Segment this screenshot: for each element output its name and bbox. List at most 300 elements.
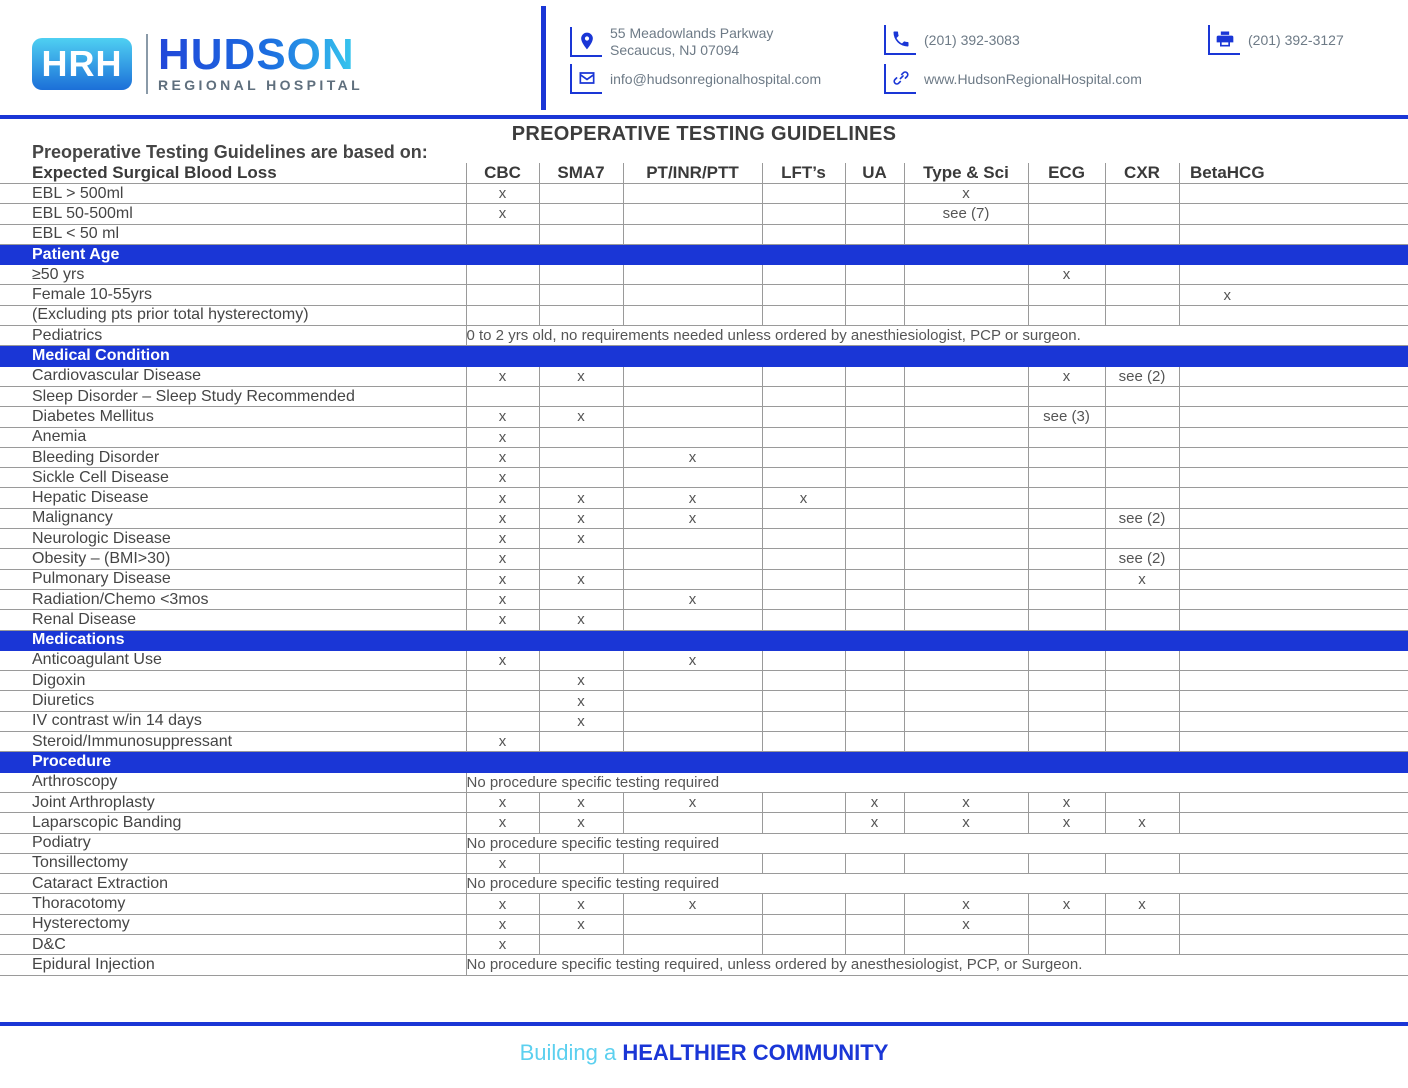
row-value xyxy=(623,305,762,325)
row-value: x xyxy=(623,447,762,467)
row-value: x xyxy=(466,792,539,812)
row-value xyxy=(1028,569,1105,589)
row-value xyxy=(466,691,539,711)
row-value xyxy=(1105,589,1179,609)
table-row xyxy=(0,569,1408,589)
row-value xyxy=(845,427,904,447)
section-bar-cell xyxy=(1275,630,1408,650)
table-row xyxy=(0,224,1408,244)
row-value: x xyxy=(466,184,539,204)
row-label: Neurologic Disease xyxy=(0,529,466,549)
row-value: x xyxy=(904,894,1028,914)
row-value: x xyxy=(1028,792,1105,812)
row-label: EBL < 50 ml xyxy=(0,224,466,244)
row-value: x xyxy=(466,853,539,873)
section-bar-cell xyxy=(466,752,539,772)
row-label: Steroid/Immunosuppressant xyxy=(0,732,466,752)
row-value xyxy=(845,184,904,204)
row-value: see (7) xyxy=(904,204,1028,224)
row-value xyxy=(1028,853,1105,873)
section-bar-cell xyxy=(904,752,1028,772)
row-value xyxy=(904,386,1028,406)
section-bar-cell xyxy=(904,346,1028,366)
row-value xyxy=(623,853,762,873)
row-value xyxy=(1105,711,1179,731)
table-row xyxy=(0,366,1408,386)
row-label: Hepatic Disease xyxy=(0,488,466,508)
row-value: x xyxy=(466,914,539,934)
row-value xyxy=(1105,265,1179,285)
row-value xyxy=(1028,610,1105,630)
row-value: x xyxy=(1105,894,1179,914)
row-value xyxy=(1105,184,1179,204)
row-value xyxy=(1028,204,1105,224)
row-value: x xyxy=(904,914,1028,934)
section-bar-cell xyxy=(1105,752,1179,772)
row-value: x xyxy=(1028,894,1105,914)
row-value: x xyxy=(466,589,539,609)
row-value: x xyxy=(466,569,539,589)
section-bar-cell xyxy=(539,244,623,264)
row-value xyxy=(762,549,845,569)
table-row xyxy=(0,792,1408,812)
row-value xyxy=(466,711,539,731)
row-value xyxy=(1179,732,1275,752)
row-value xyxy=(623,468,762,488)
section-bar-cell xyxy=(1179,244,1275,264)
row-label: Pediatrics xyxy=(0,326,466,346)
row-value xyxy=(623,610,762,630)
row-value: x xyxy=(539,711,623,731)
address-block xyxy=(570,25,773,59)
phone-number[interactable]: (201) 392-3083 xyxy=(924,32,1020,48)
table-row xyxy=(0,772,1408,792)
row-value xyxy=(1179,853,1275,873)
section-bar-cell xyxy=(1179,752,1275,772)
row-value xyxy=(845,894,904,914)
section-bar-cell xyxy=(1028,244,1105,264)
column-spacer xyxy=(1275,792,1408,812)
row-value xyxy=(1028,711,1105,731)
row-value xyxy=(1179,610,1275,630)
row-value xyxy=(904,305,1028,325)
row-value: see (2) xyxy=(1105,549,1179,569)
table-row xyxy=(0,732,1408,752)
column-header: UA xyxy=(845,163,904,184)
footer-tagline xyxy=(0,1040,1408,1066)
section-bar-medications xyxy=(0,630,1408,650)
table-row xyxy=(0,184,1408,204)
row-value xyxy=(904,265,1028,285)
row-value xyxy=(539,468,623,488)
row-value xyxy=(539,427,623,447)
column-spacer xyxy=(1275,934,1408,954)
row-label: Podiatry xyxy=(0,833,466,853)
row-note: No procedure specific testing required, unless ordered by anesthesiologist, PCP, or Surgeon. xyxy=(466,955,1275,975)
row-label: Thoracotomy xyxy=(0,894,466,914)
section-bar-cell xyxy=(845,346,904,366)
section-bar-cell xyxy=(623,346,762,366)
header-divider xyxy=(541,6,546,110)
section-bar-cell xyxy=(623,752,762,772)
section-bar-cell xyxy=(1275,346,1408,366)
link-icon xyxy=(884,64,916,94)
row-value: x xyxy=(845,813,904,833)
row-value: x xyxy=(466,610,539,630)
column-spacer xyxy=(1275,610,1408,630)
row-value xyxy=(845,488,904,508)
address-line-1: 55 Meadowlands Parkway xyxy=(610,25,774,41)
row-value xyxy=(1105,853,1179,873)
row-value xyxy=(762,184,845,204)
table-row xyxy=(0,508,1408,528)
column-header-row xyxy=(0,163,1408,184)
row-value xyxy=(1105,285,1179,305)
row-value xyxy=(762,265,845,285)
section-heading-blood_loss: Expected Surgical Blood Loss xyxy=(0,163,466,184)
row-value xyxy=(904,468,1028,488)
row-value xyxy=(762,204,845,224)
row-value xyxy=(762,407,845,427)
column-spacer xyxy=(1275,386,1408,406)
row-label: EBL > 500ml xyxy=(0,184,466,204)
row-value xyxy=(845,366,904,386)
table-row xyxy=(0,447,1408,467)
row-value xyxy=(845,934,904,954)
row-value: x xyxy=(623,650,762,670)
column-spacer xyxy=(1275,772,1408,792)
row-value xyxy=(1179,914,1275,934)
table-row xyxy=(0,813,1408,833)
logo-subtitle: REGIONAL HOSPITAL xyxy=(158,77,364,93)
row-value xyxy=(904,224,1028,244)
row-value xyxy=(1179,427,1275,447)
row-value xyxy=(904,549,1028,569)
row-value xyxy=(1028,671,1105,691)
row-value xyxy=(539,204,623,224)
section-bar-cell xyxy=(466,346,539,366)
row-value: x xyxy=(466,529,539,549)
row-value xyxy=(845,610,904,630)
section-bar-cell xyxy=(762,346,845,366)
section-bar-cell xyxy=(623,630,762,650)
table-row xyxy=(0,488,1408,508)
row-value: x xyxy=(466,934,539,954)
section-bar-cell xyxy=(1179,346,1275,366)
row-label: Joint Arthroplasty xyxy=(0,792,466,812)
row-value xyxy=(466,265,539,285)
row-value xyxy=(1105,792,1179,812)
row-label: ≥50 yrs xyxy=(0,265,466,285)
row-value xyxy=(1105,610,1179,630)
row-value xyxy=(623,569,762,589)
row-value xyxy=(904,569,1028,589)
row-value xyxy=(539,549,623,569)
row-value: x xyxy=(466,427,539,447)
row-label: (Excluding pts prior total hysterectomy) xyxy=(0,305,466,325)
row-label: Pulmonary Disease xyxy=(0,569,466,589)
row-value: x xyxy=(623,488,762,508)
row-value xyxy=(845,691,904,711)
table-row xyxy=(0,285,1408,305)
column-spacer xyxy=(1275,691,1408,711)
column-header: BetaHCG xyxy=(1179,163,1275,184)
row-value: x xyxy=(1028,265,1105,285)
row-value xyxy=(466,671,539,691)
row-value xyxy=(1105,427,1179,447)
row-note: No procedure specific testing required xyxy=(466,833,1275,853)
row-value xyxy=(1179,569,1275,589)
row-value xyxy=(1028,184,1105,204)
row-value xyxy=(1028,934,1105,954)
row-value xyxy=(845,853,904,873)
row-value xyxy=(845,569,904,589)
row-value xyxy=(1179,366,1275,386)
row-value: x xyxy=(539,671,623,691)
section-bar-age xyxy=(0,244,1408,264)
address-line-2: Secaucus, NJ 07094 xyxy=(610,42,740,58)
row-value: x xyxy=(1179,285,1275,305)
row-value: x xyxy=(466,488,539,508)
row-value xyxy=(1105,934,1179,954)
table-row xyxy=(0,934,1408,954)
row-value: x xyxy=(539,813,623,833)
section-bar-cell xyxy=(762,630,845,650)
row-value xyxy=(904,407,1028,427)
row-value xyxy=(623,691,762,711)
row-value: x xyxy=(1028,366,1105,386)
row-value xyxy=(904,650,1028,670)
row-value xyxy=(1179,711,1275,731)
row-value xyxy=(1028,732,1105,752)
row-value: x xyxy=(904,792,1028,812)
row-value xyxy=(845,914,904,934)
row-value xyxy=(539,589,623,609)
row-value xyxy=(762,934,845,954)
row-value xyxy=(1105,386,1179,406)
column-header: LFT’s xyxy=(762,163,845,184)
row-value: x xyxy=(623,894,762,914)
row-label: Anemia xyxy=(0,427,466,447)
email-link[interactable]: info@hudsonregionalhospital.com xyxy=(610,71,822,87)
row-value xyxy=(762,447,845,467)
map-pin-icon xyxy=(570,27,602,57)
row-value: x xyxy=(623,508,762,528)
section-bar-cell xyxy=(1275,244,1408,264)
row-value xyxy=(1105,488,1179,508)
table-row xyxy=(0,914,1408,934)
row-value xyxy=(1179,934,1275,954)
row-value xyxy=(1105,468,1179,488)
row-value: x xyxy=(466,366,539,386)
row-value: x xyxy=(762,488,845,508)
section-heading-procedure: Procedure xyxy=(0,752,466,772)
row-value xyxy=(1179,204,1275,224)
row-value xyxy=(1179,468,1275,488)
row-value xyxy=(845,447,904,467)
row-value xyxy=(904,934,1028,954)
row-value: x xyxy=(466,732,539,752)
row-value xyxy=(623,204,762,224)
row-value: x xyxy=(539,488,623,508)
row-value xyxy=(539,305,623,325)
row-value: see (2) xyxy=(1105,508,1179,528)
row-value xyxy=(1028,508,1105,528)
row-value xyxy=(762,813,845,833)
row-value: x xyxy=(1105,813,1179,833)
row-value xyxy=(1179,447,1275,467)
column-header: Type & Sci xyxy=(904,163,1028,184)
row-value xyxy=(1028,427,1105,447)
row-value xyxy=(762,285,845,305)
row-value xyxy=(539,447,623,467)
row-value xyxy=(762,894,845,914)
row-value xyxy=(1028,691,1105,711)
table-row xyxy=(0,407,1408,427)
section-heading-medications: Medications xyxy=(0,630,466,650)
column-spacer xyxy=(1275,671,1408,691)
row-value xyxy=(623,711,762,731)
row-label: Epidural Injection xyxy=(0,955,466,975)
column-spacer xyxy=(1275,549,1408,569)
table-row xyxy=(0,671,1408,691)
tagline-emphasis: HEALTHIER COMMUNITY xyxy=(622,1040,889,1065)
website-link[interactable]: www.HudsonRegionalHospital.com xyxy=(924,71,1142,87)
section-bar-cell xyxy=(1028,630,1105,650)
row-value xyxy=(845,508,904,528)
row-value xyxy=(845,224,904,244)
row-value xyxy=(904,447,1028,467)
column-header: CXR xyxy=(1105,163,1179,184)
row-value xyxy=(466,386,539,406)
row-value xyxy=(1028,650,1105,670)
column-spacer xyxy=(1275,326,1408,346)
row-value xyxy=(1179,549,1275,569)
row-value: x xyxy=(539,792,623,812)
column-spacer xyxy=(1275,569,1408,589)
row-value xyxy=(1179,508,1275,528)
row-value: x xyxy=(904,813,1028,833)
row-value xyxy=(904,671,1028,691)
row-value xyxy=(539,386,623,406)
row-value: x xyxy=(466,407,539,427)
section-bar-cell xyxy=(762,752,845,772)
table-row xyxy=(0,204,1408,224)
row-label: Sickle Cell Disease xyxy=(0,468,466,488)
row-value: x xyxy=(466,894,539,914)
row-value: x xyxy=(539,366,623,386)
row-value xyxy=(1105,305,1179,325)
page-title: PREOPERATIVE TESTING GUIDELINES xyxy=(511,123,897,145)
table-row xyxy=(0,305,1408,325)
row-value xyxy=(762,427,845,447)
row-value xyxy=(1028,549,1105,569)
row-value xyxy=(762,386,845,406)
section-bar-cell xyxy=(1028,752,1105,772)
row-note: No procedure specific testing required xyxy=(466,772,1275,792)
row-label: Renal Disease xyxy=(0,610,466,630)
row-value xyxy=(845,204,904,224)
section-bar-condition xyxy=(0,346,1408,366)
row-value xyxy=(845,549,904,569)
row-value: see (3) xyxy=(1028,407,1105,427)
row-value xyxy=(539,934,623,954)
row-label: Diabetes Mellitus xyxy=(0,407,466,427)
row-value xyxy=(762,569,845,589)
row-label: EBL 50-500ml xyxy=(0,204,466,224)
row-value xyxy=(762,650,845,670)
row-value xyxy=(762,224,845,244)
row-label: Tonsillectomy xyxy=(0,853,466,873)
row-value xyxy=(904,589,1028,609)
row-value xyxy=(904,691,1028,711)
row-note: No procedure specific testing required xyxy=(466,874,1275,894)
row-value xyxy=(845,407,904,427)
section-bar-procedure xyxy=(0,752,1408,772)
row-value xyxy=(623,386,762,406)
column-spacer xyxy=(1275,468,1408,488)
row-value xyxy=(1105,671,1179,691)
row-value xyxy=(539,650,623,670)
row-value xyxy=(845,589,904,609)
row-label: Malignancy xyxy=(0,508,466,528)
fax-block xyxy=(1208,25,1344,55)
column-spacer xyxy=(1275,447,1408,467)
row-label: IV contrast w/in 14 days xyxy=(0,711,466,731)
row-value: x xyxy=(539,569,623,589)
header-rule xyxy=(0,115,1408,119)
hospital-logo xyxy=(32,30,364,94)
row-value xyxy=(623,671,762,691)
row-value xyxy=(623,427,762,447)
column-spacer xyxy=(1275,427,1408,447)
row-value xyxy=(762,529,845,549)
table-row xyxy=(0,833,1408,853)
row-value xyxy=(845,265,904,285)
section-bar-cell xyxy=(1028,346,1105,366)
row-value xyxy=(1179,265,1275,285)
section-bar-cell xyxy=(623,244,762,264)
row-value xyxy=(1028,589,1105,609)
row-value xyxy=(1028,529,1105,549)
row-value xyxy=(1179,305,1275,325)
intro-text: Preoperative Testing Guidelines are based on: xyxy=(32,142,428,162)
section-bar-cell xyxy=(539,346,623,366)
row-value: x xyxy=(623,792,762,812)
column-spacer xyxy=(1275,508,1408,528)
row-value xyxy=(762,671,845,691)
phone-icon xyxy=(884,25,916,55)
table-row xyxy=(0,529,1408,549)
column-spacer xyxy=(1275,184,1408,204)
column-spacer xyxy=(1275,407,1408,427)
row-value: x xyxy=(539,610,623,630)
tagline-prefix: Building a xyxy=(519,1040,623,1065)
row-value xyxy=(1105,914,1179,934)
hrh-logo-mark: HRH xyxy=(32,38,132,90)
row-value xyxy=(466,305,539,325)
row-value: x xyxy=(466,508,539,528)
row-value xyxy=(762,792,845,812)
section-bar-cell xyxy=(539,630,623,650)
row-value xyxy=(1105,204,1179,224)
table-row xyxy=(0,853,1408,873)
row-value xyxy=(762,914,845,934)
row-value xyxy=(539,265,623,285)
row-value xyxy=(762,610,845,630)
fax-number[interactable]: (201) 392-3127 xyxy=(1248,32,1344,48)
column-spacer xyxy=(1275,265,1408,285)
